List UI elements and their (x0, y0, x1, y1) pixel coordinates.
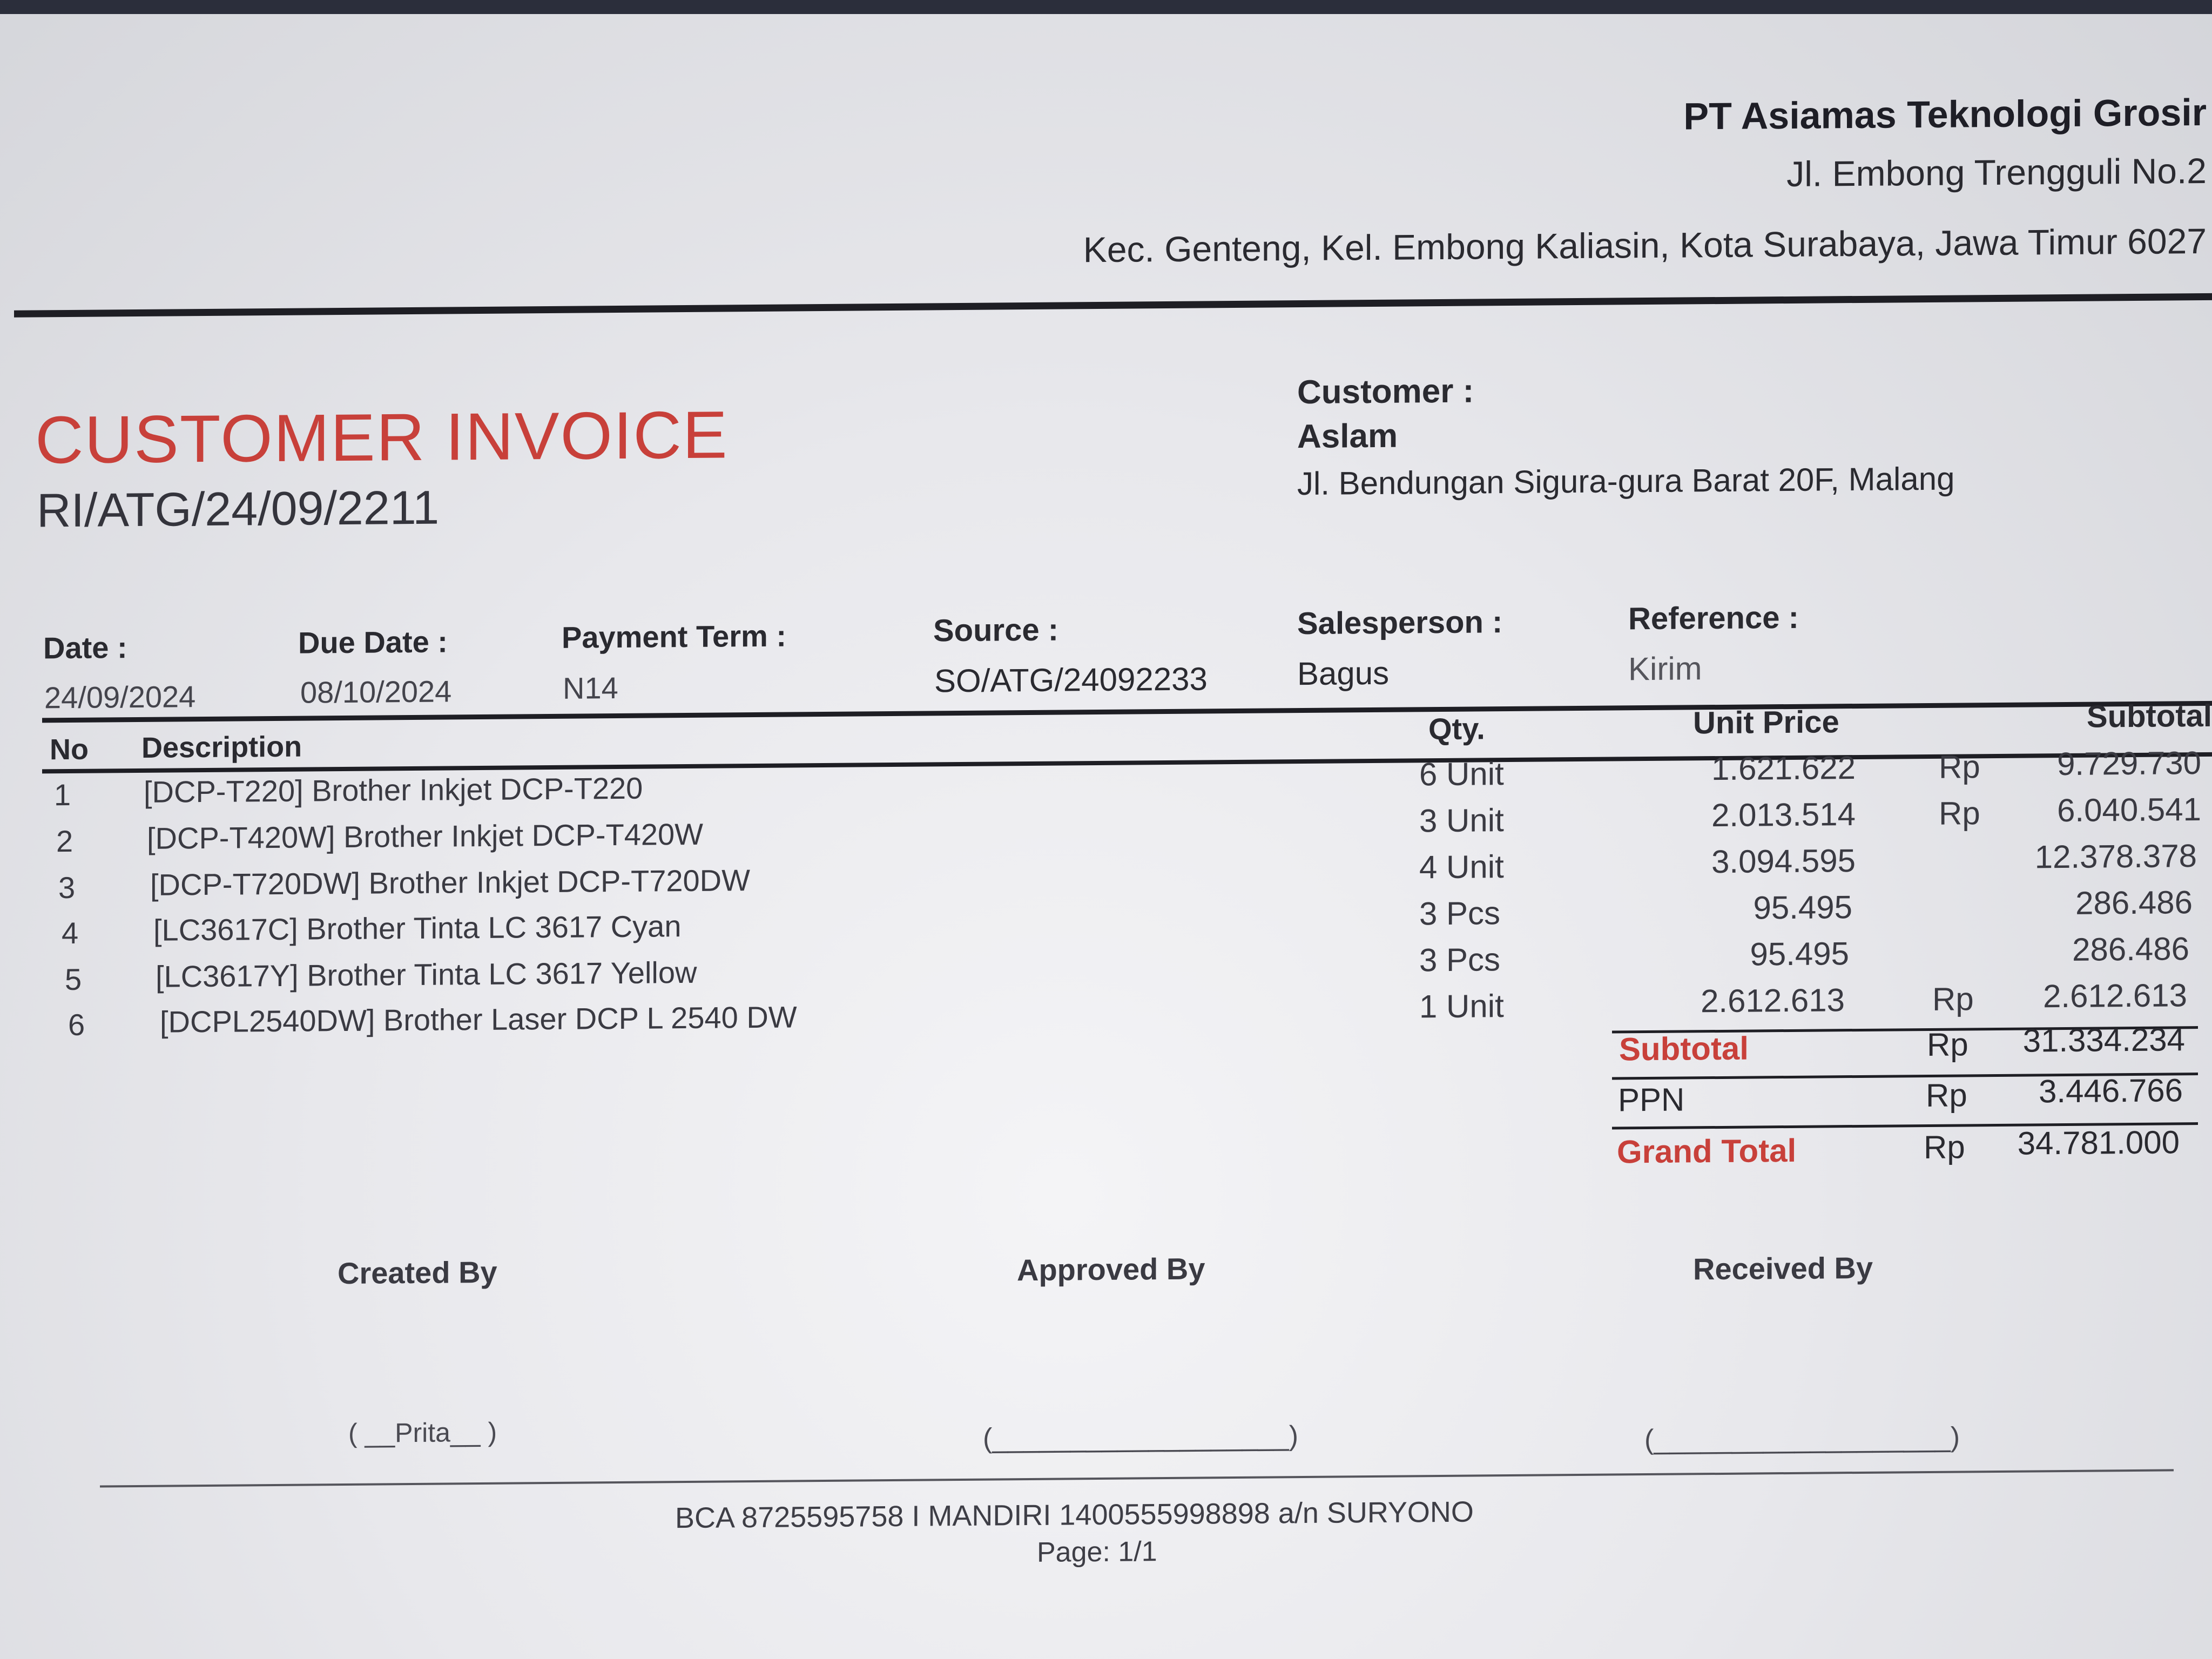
row-qty: 4 Unit (1419, 848, 1504, 886)
row-description: [DCP-T420W] Brother Inkjet DCP-T420W (147, 817, 704, 855)
invoice-number: RI/ATG/24/09/2211 (37, 480, 440, 537)
due-date-label: Due Date : (298, 624, 448, 660)
row-subtotal: 2.612.613 (2043, 977, 2187, 1015)
col-header-qty: Qty. (1428, 711, 1485, 746)
col-header-unit-price: Unit Price (1693, 704, 1839, 741)
grand-total-value: 34.781.000 (2017, 1124, 2180, 1162)
subtotal-label: Subtotal (1619, 1030, 1749, 1068)
row-description: [LC3617Y] Brother Tinta LC 3617 Yellow (156, 955, 697, 994)
source-label: Source : (933, 612, 1059, 649)
ppn-value: 3.446.766 (2039, 1072, 2183, 1110)
row-subtotal: 286.486 (2072, 930, 2189, 968)
row-no: 5 (65, 962, 82, 997)
row-unit-price: 3.094.595 (1711, 842, 1856, 880)
grand-total-currency: Rp (1924, 1129, 1965, 1166)
payment-term-value: N14 (563, 671, 618, 705)
row-qty: 6 Unit (1419, 756, 1504, 793)
salesperson-label: Salesperson : (1297, 604, 1503, 642)
table-header-rule (42, 752, 2212, 774)
salesperson-value: Bagus (1297, 655, 1390, 692)
col-header-no: No (50, 733, 89, 766)
row-no: 2 (56, 824, 73, 859)
ppn-currency: Rp (1926, 1077, 1967, 1114)
row-qty: 3 Pcs (1419, 895, 1501, 932)
received-by-signature-line: (___________________) (1644, 1421, 1960, 1456)
row-unit-price: 2.013.514 (1711, 796, 1856, 834)
reference-value: Kirim (1628, 650, 1702, 687)
source-value: SO/ATG/24092233 (934, 660, 1208, 699)
row-currency: Rp (1939, 748, 1980, 785)
page-number: Page: 1/1 (1037, 1536, 1157, 1568)
row-no: 6 (68, 1007, 85, 1042)
row-unit-price: 95.495 (1753, 889, 1852, 926)
approved-by-label: Approved By (1017, 1251, 1205, 1287)
ppn-label: PPN (1618, 1081, 1685, 1118)
customer-address: Jl. Bendungan Sigura-gura Barat 20F, Malang (1297, 460, 1955, 502)
row-unit-price: 95.495 (1750, 935, 1849, 973)
row-subtotal: 12.378.378 (2034, 838, 2197, 875)
received-by-label: Received By (1693, 1250, 1873, 1286)
row-unit-price: 1.621.622 (1711, 750, 1856, 787)
payment-term-label: Payment Term : (562, 618, 786, 655)
date-value: 24/09/2024 (44, 679, 196, 715)
row-description: [DCP-T720DW] Brother Inkjet DCP-T720DW (150, 863, 750, 902)
col-header-subtotal: Subtotal (2087, 698, 2212, 734)
row-subtotal: 9.729.730 (2057, 744, 2201, 783)
reference-label: Reference : (1628, 599, 1799, 637)
row-subtotal: 6.040.541 (2057, 791, 2201, 829)
header-divider (14, 293, 2212, 318)
row-unit-price: 2.612.613 (1701, 982, 1845, 1020)
row-qty: 1 Unit (1419, 988, 1504, 1025)
date-label: Date : (43, 630, 127, 665)
row-currency: Rp (1932, 981, 1974, 1017)
company-name: PT Asiamas Teknologi Grosir (1683, 91, 2207, 138)
created-by-name: ( __Prita__ ) (348, 1417, 497, 1448)
subtotal-value: 31.334.234 (2022, 1021, 2185, 1059)
row-qty: 3 Pcs (1419, 941, 1501, 979)
row-no: 4 (62, 915, 79, 950)
row-no: 1 (54, 777, 71, 812)
row-description: [DCPL2540DW] Brother Laser DCP L 2540 DW (160, 1000, 797, 1039)
footer-rule (100, 1469, 2174, 1487)
customer-name: Aslam (1297, 417, 1398, 456)
grand-total-label: Grand Total (1617, 1132, 1797, 1170)
company-address-line1: Jl. Embong Trengguli No.2 (1786, 150, 2207, 194)
approved-by-signature-line: (___________________) (983, 1420, 1299, 1454)
customer-label: Customer : (1297, 372, 1474, 412)
bank-info: BCA 8725595758 I MANDIRI 1400555998898 a/n SURYONO (675, 1495, 1474, 1535)
row-description: [DCP-T220] Brother Inkjet DCP-T220 (144, 771, 643, 809)
row-subtotal: 286.486 (2075, 884, 2193, 921)
row-currency: Rp (1939, 795, 1980, 832)
due-date-value: 08/10/2024 (300, 674, 452, 710)
row-no: 3 (58, 870, 76, 905)
row-qty: 3 Unit (1419, 802, 1504, 839)
company-address-line2: Kec. Genteng, Kel. Embong Kaliasin, Kota Surabaya, Jawa Timur 6027 (1083, 220, 2207, 270)
col-header-description: Description (141, 730, 302, 764)
row-description: [LC3617C] Brother Tinta LC 3617 Cyan (153, 909, 682, 947)
subtotal-currency: Rp (1927, 1026, 1968, 1063)
invoice-title: CUSTOMER INVOICE (35, 397, 729, 478)
created-by-label: Created By (338, 1255, 497, 1291)
